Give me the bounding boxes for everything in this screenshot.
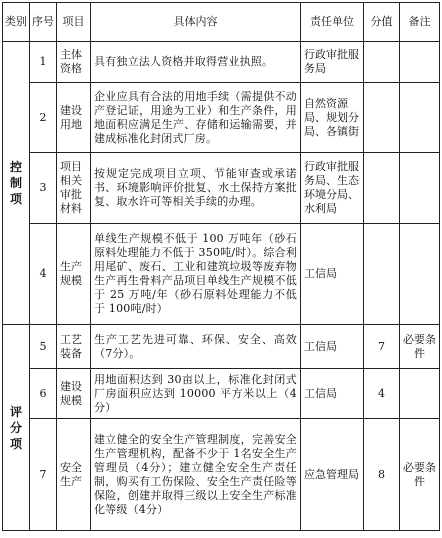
header-score: 分值 — [364, 3, 400, 42]
row-unit: 行政审批服务局 — [301, 42, 364, 83]
table-row — [3, 369, 440, 419]
header-item: 项目 — [57, 3, 91, 42]
row-content: 企业应具有合法的用地手续（需提供不动产登记证，用途为工业）和生产条件，用地面积应满足生产、存储和运输需要，并建成标准化封闭式厂房。 — [91, 83, 301, 153]
row-unit: 应急管理局 — [301, 419, 364, 531]
table-row — [3, 419, 440, 531]
row-content: 用地面积达到 30亩以上，标准化封闭式厂房面积应达到 10000 平方米以上（4分） — [91, 369, 301, 419]
row-item: 建设规模 — [57, 369, 91, 419]
category-scoring: 评分项 — [3, 325, 30, 531]
row-num: 4 — [30, 224, 57, 325]
header-row — [3, 3, 440, 42]
row-num: 6 — [30, 369, 57, 419]
row-item: 安全生产 — [57, 419, 91, 531]
category-control: 控制项 — [3, 42, 30, 325]
criteria-table — [2, 2, 440, 531]
header-category: 类别 — [3, 3, 30, 42]
row-score — [364, 224, 400, 325]
row-item: 生产规模 — [57, 224, 91, 325]
header-remark: 备注 — [400, 3, 440, 42]
row-remark — [400, 42, 440, 83]
row-content: 具有独立法人资格并取得营业执照。 — [91, 42, 301, 83]
row-unit: 工信局 — [301, 369, 364, 419]
row-remark — [400, 224, 440, 325]
row-unit: 自然资源局、规划分局、各镇街 — [301, 83, 364, 153]
row-item: 工艺装备 — [57, 325, 91, 369]
table-row — [3, 83, 440, 153]
row-remark — [400, 153, 440, 224]
row-content: 生产工艺先进可靠、环保、安全、高效（7分）。 — [91, 325, 301, 369]
table-row — [3, 153, 440, 224]
row-remark — [400, 83, 440, 153]
row-score: 8 — [364, 419, 400, 531]
row-num: 2 — [30, 83, 57, 153]
row-score — [364, 42, 400, 83]
row-remark — [400, 369, 440, 419]
row-remark: 必要条件 — [400, 419, 440, 531]
row-score: 7 — [364, 325, 400, 369]
row-unit: 工信局 — [301, 325, 364, 369]
row-content: 按规定完成项目立项、节能审查或承诺书、环境影响评价批复、水土保持方案批复、取水许可等相关手续的办理。 — [91, 153, 301, 224]
row-item: 主体资格 — [57, 42, 91, 83]
row-unit: 工信局 — [301, 224, 364, 325]
header-unit: 责任单位 — [301, 3, 364, 42]
row-unit: 行政审批服务局、生态环境分局、水利局 — [301, 153, 364, 224]
table-row — [3, 224, 440, 325]
row-num: 3 — [30, 153, 57, 224]
table-row — [3, 42, 440, 83]
row-content: 建立健全的安全生产管理制度，完善安全生产管理机构，配备不少于 1名安全生产管理员（4分）；建立健全安全生产责任制，购买有工伤保险、安全生产责任险等保险，创建并取得三级以上安全生产标准化等级（4分） — [91, 419, 301, 531]
row-score — [364, 83, 400, 153]
header-num: 序号 — [30, 3, 57, 42]
row-item: 项目相关审批材料 — [57, 153, 91, 224]
row-item: 建设用地 — [57, 83, 91, 153]
header-content: 具体内容 — [91, 3, 301, 42]
row-num: 1 — [30, 42, 57, 83]
row-content: 单线生产规模不低于 100 万吨年（砂石原料处理能力不低于 350吨/时）。综合利用尾矿、废石、工业和建筑垃圾等废弃物生产再生骨料产品项目单线生产规模不低于 25 万吨/年（砂石原料处理能力不低于 100吨/时） — [91, 224, 301, 325]
row-num: 7 — [30, 419, 57, 531]
row-remark: 必要条件 — [400, 325, 440, 369]
row-score — [364, 153, 400, 224]
table-row — [3, 325, 440, 369]
row-num: 5 — [30, 325, 57, 369]
row-score: 4 — [364, 369, 400, 419]
